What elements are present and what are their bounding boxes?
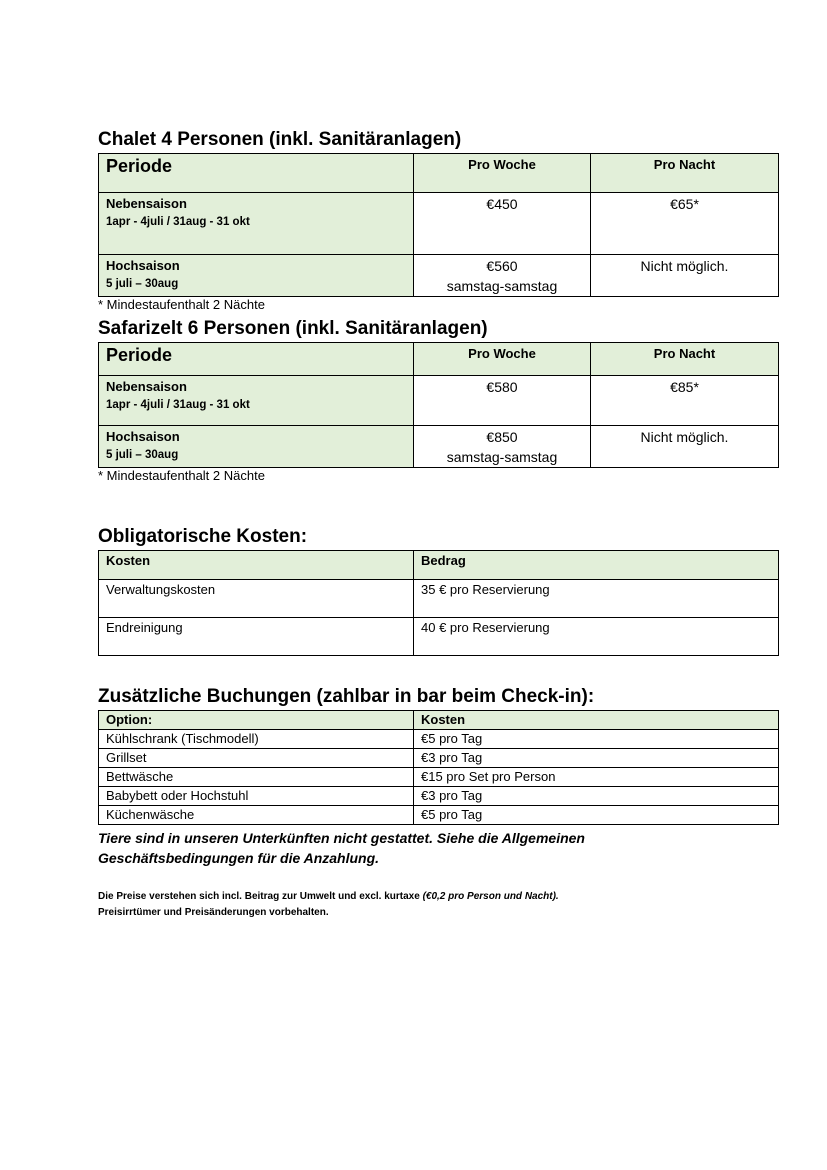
option-cost: €5 pro Tag	[414, 806, 779, 825]
period-cell	[99, 193, 414, 255]
season-dates: 1apr - 4juli / 31aug - 31 okt	[106, 399, 250, 411]
week-price-cell	[414, 426, 591, 468]
period-cell	[99, 426, 414, 468]
cost-item: Endreinigung	[99, 618, 414, 656]
table-row	[99, 749, 779, 768]
col-night: Pro Nacht	[591, 343, 779, 376]
week-price-note: samstag-samstag	[446, 449, 558, 465]
cost-item: Verwaltungskosten	[99, 580, 414, 618]
safari-title: Safarizelt 6 Personen (inkl. Sanitäranlagen)	[98, 318, 488, 339]
extras-table	[98, 710, 779, 825]
mandatory-title: Obligatorische Kosten:	[98, 526, 308, 547]
table-row	[99, 426, 779, 468]
chalet-note: * Mindestaufenthalt 2 Nächte	[98, 297, 265, 312]
table-row	[99, 255, 779, 297]
cost-amount: 40 € pro Reservierung	[414, 618, 779, 656]
footer-line-1	[98, 889, 559, 904]
season-label: Hochsaison	[106, 429, 180, 444]
table-header-row	[99, 711, 779, 730]
week-price: €580	[414, 376, 591, 426]
season-dates: 5 juli – 30aug	[106, 278, 179, 290]
night-price: €85*	[591, 376, 779, 426]
week-price: €850	[486, 429, 518, 445]
option-item: Babybett oder Hochstuhl	[99, 787, 414, 806]
safari-price-table	[98, 342, 779, 468]
option-cost: €3 pro Tag	[414, 749, 779, 768]
col-night: Pro Nacht	[591, 154, 779, 193]
week-price: €560	[486, 258, 518, 274]
col-cost: Kosten	[99, 551, 414, 580]
table-header-row	[99, 343, 779, 376]
season-dates: 5 juli – 30aug	[106, 449, 179, 461]
footer-price-note: Die Preise verstehen sich incl. Beitrag zur Umwelt und excl. kurtaxe	[98, 891, 423, 902]
season-label: Hochsaison	[106, 258, 180, 273]
table-header-row	[99, 551, 779, 580]
col-option: Option:	[99, 711, 414, 730]
table-row	[99, 768, 779, 787]
period-cell	[99, 255, 414, 297]
safari-note: * Mindestaufenthalt 2 Nächte	[98, 468, 265, 483]
col-period: Periode	[99, 343, 414, 376]
season-label: Nebensaison	[106, 379, 187, 394]
mandatory-costs-table	[98, 550, 779, 656]
option-cost: €5 pro Tag	[414, 730, 779, 749]
col-period: Periode	[99, 154, 414, 193]
night-price: €65*	[591, 193, 779, 255]
col-week: Pro Woche	[414, 343, 591, 376]
night-price: Nicht möglich.	[591, 255, 779, 297]
table-row	[99, 193, 779, 255]
night-price: Nicht möglich.	[591, 426, 779, 468]
table-row	[99, 787, 779, 806]
option-cost: €15 pro Set pro Person	[414, 768, 779, 787]
footer-line-2: Preisirrtümer und Preisänderungen vorbehalten.	[98, 907, 329, 918]
table-row	[99, 376, 779, 426]
week-price-note: samstag-samstag	[446, 278, 558, 294]
cost-amount: 35 € pro Reservierung	[414, 580, 779, 618]
col-cost: Kosten	[414, 711, 779, 730]
option-item: Grillset	[99, 749, 414, 768]
extras-title: Zusätzliche Buchungen (zahlbar in bar beim Check-in):	[98, 686, 595, 707]
col-week: Pro Woche	[414, 154, 591, 193]
chalet-title: Chalet 4 Personen (inkl. Sanitäranlagen)	[98, 129, 462, 150]
option-item: Küchenwäsche	[99, 806, 414, 825]
pets-warning: Tiere sind in unseren Unterkünften nicht gestattet. Siehe die Allgemeinen Geschäftsbedingungen für die Anzahlung.	[98, 830, 585, 866]
table-row	[99, 618, 779, 656]
chalet-price-table	[98, 153, 779, 297]
week-price-cell	[414, 255, 591, 297]
table-row	[99, 730, 779, 749]
option-item: Bettwäsche	[99, 768, 414, 787]
option-cost: €3 pro Tag	[414, 787, 779, 806]
table-row	[99, 806, 779, 825]
season-dates: 1apr - 4juli / 31aug - 31 okt	[106, 216, 250, 228]
season-label: Nebensaison	[106, 196, 187, 211]
option-item: Kühlschrank (Tischmodell)	[99, 730, 414, 749]
table-row	[99, 580, 779, 618]
week-price: €450	[414, 193, 591, 255]
table-header-row	[99, 154, 779, 193]
col-amount: Bedrag	[414, 551, 779, 580]
period-cell	[99, 376, 414, 426]
footer-tax-note: (€0,2 pro Person und Nacht).	[422, 891, 559, 902]
